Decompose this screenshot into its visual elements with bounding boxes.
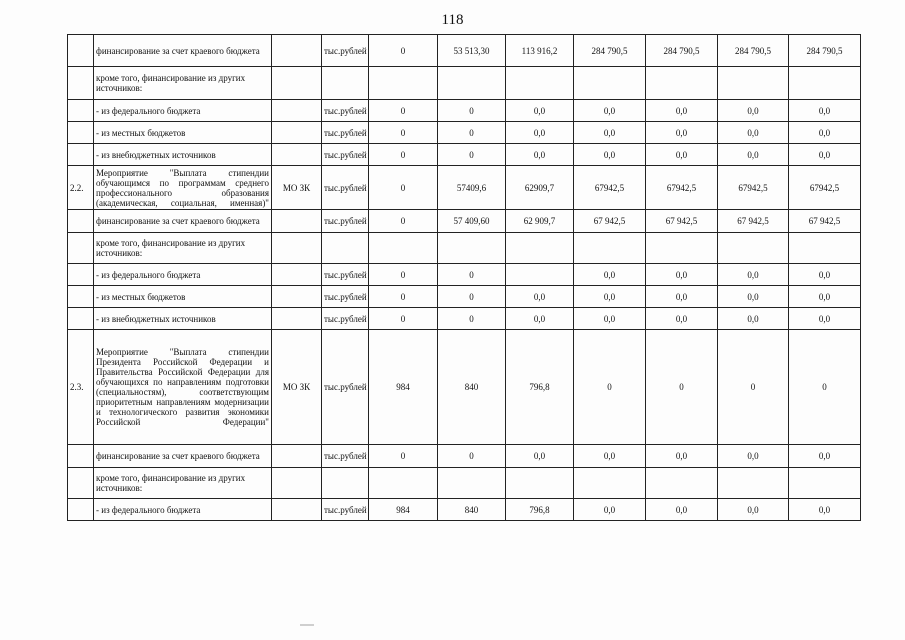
value-cell: 67 942,5 — [574, 210, 646, 233]
organization-cell — [272, 445, 322, 468]
value-cell: 0,0 — [574, 144, 646, 166]
table-row — [68, 233, 861, 264]
value-cell: 0 — [438, 264, 506, 286]
scan-mark — [300, 624, 314, 626]
unit-cell: тыс.рублей — [322, 210, 369, 233]
organization-cell — [272, 468, 322, 499]
value-cell: 984 — [369, 499, 438, 521]
value-cell: 796,8 — [506, 499, 574, 521]
value-cell: 0 — [369, 144, 438, 166]
unit-cell: тыс.рублей — [322, 308, 369, 330]
value-cell — [506, 468, 574, 499]
row-label-cell: - из федерального бюджета — [94, 499, 272, 521]
table-row — [68, 122, 861, 144]
row-number-cell — [68, 100, 94, 122]
value-cell: 0,0 — [789, 308, 861, 330]
value-cell — [369, 468, 438, 499]
value-cell: 0,0 — [789, 499, 861, 521]
row-label-cell: кроме того, финансирование из других источников: — [94, 468, 272, 499]
value-cell: 0,0 — [789, 144, 861, 166]
value-cell: 57409,6 — [438, 166, 506, 210]
table-row — [68, 144, 861, 166]
value-cell: 0,0 — [574, 264, 646, 286]
table-row — [68, 67, 861, 100]
value-cell: 0,0 — [506, 308, 574, 330]
row-label-cell: Мероприятие "Выплата стипендии Президента Российской Федерации и Правительства Российской Федерации для обучающихся по направлениям подготовки (специальностям), соответствующим приоритетным направлениям модернизации и технологического развития экономики Российской Федерации" — [94, 330, 272, 445]
value-cell — [718, 67, 789, 100]
value-cell: 0,0 — [646, 286, 718, 308]
value-cell: 0,0 — [718, 100, 789, 122]
organization-cell — [272, 499, 322, 521]
value-cell: 67 942,5 — [789, 210, 861, 233]
organization-cell — [272, 264, 322, 286]
row-number-cell: 2.2. — [68, 166, 94, 210]
value-cell: 0,0 — [718, 445, 789, 468]
table-row — [68, 445, 861, 468]
value-cell — [369, 233, 438, 264]
value-cell: 0,0 — [574, 122, 646, 144]
organization-cell: МО ЗК — [272, 166, 322, 210]
value-cell — [438, 468, 506, 499]
table-row — [68, 264, 861, 286]
unit-cell — [322, 233, 369, 264]
unit-cell: тыс.рублей — [322, 286, 369, 308]
organization-cell — [272, 144, 322, 166]
page-number: 118 — [441, 12, 464, 28]
table-row — [68, 286, 861, 308]
organization-cell — [272, 286, 322, 308]
value-cell: 0 — [438, 308, 506, 330]
organization-cell — [272, 233, 322, 264]
row-number-cell — [68, 286, 94, 308]
row-number-cell — [68, 210, 94, 233]
value-cell — [574, 468, 646, 499]
value-cell — [506, 67, 574, 100]
value-cell: 0 — [369, 210, 438, 233]
value-cell — [646, 67, 718, 100]
row-label-cell: - из внебюджетных источников — [94, 308, 272, 330]
value-cell: 67 942,5 — [718, 210, 789, 233]
value-cell: 0,0 — [506, 100, 574, 122]
value-cell: 53 513,30 — [438, 35, 506, 67]
row-label-cell: - из федерального бюджета — [94, 264, 272, 286]
value-cell: 62 909,7 — [506, 210, 574, 233]
value-cell: 0 — [438, 286, 506, 308]
value-cell — [646, 233, 718, 264]
row-number-cell — [68, 122, 94, 144]
value-cell: 0,0 — [506, 445, 574, 468]
value-cell: 57 409,60 — [438, 210, 506, 233]
value-cell — [574, 233, 646, 264]
value-cell — [438, 233, 506, 264]
value-cell: 0,0 — [506, 286, 574, 308]
value-cell — [718, 468, 789, 499]
value-cell: 0,0 — [646, 308, 718, 330]
value-cell — [506, 233, 574, 264]
unit-cell: тыс.рублей — [322, 330, 369, 445]
table-row — [68, 100, 861, 122]
table-row — [68, 210, 861, 233]
value-cell — [718, 233, 789, 264]
value-cell: 0 — [369, 35, 438, 67]
row-number-cell: 2.3. — [68, 330, 94, 445]
unit-cell: тыс.рублей — [322, 499, 369, 521]
value-cell: 0 — [718, 330, 789, 445]
value-cell: 113 916,2 — [506, 35, 574, 67]
row-number-cell — [68, 264, 94, 286]
value-cell: 0,0 — [646, 445, 718, 468]
row-label-cell: кроме того, финансирование из других источников: — [94, 233, 272, 264]
unit-cell: тыс.рублей — [322, 100, 369, 122]
row-number-cell — [68, 144, 94, 166]
value-cell: 0,0 — [646, 122, 718, 144]
unit-cell: тыс.рублей — [322, 122, 369, 144]
value-cell: 796,8 — [506, 330, 574, 445]
row-label-cell: Мероприятие "Выплата стипендии обучающимся по программам среднего профессионального образования (академическая, социальная, именная)" — [94, 166, 272, 210]
table-row — [68, 330, 861, 445]
row-label-cell: кроме того, финансирование из других источников: — [94, 67, 272, 100]
table-row — [68, 166, 861, 210]
row-label-cell: - из местных бюджетов — [94, 122, 272, 144]
value-cell: 0 — [646, 330, 718, 445]
value-cell: 0,0 — [718, 122, 789, 144]
unit-cell: тыс.рублей — [322, 144, 369, 166]
table-row — [68, 499, 861, 521]
row-label-cell: финансирование за счет краевого бюджета — [94, 210, 272, 233]
row-number-cell — [68, 67, 94, 100]
unit-cell — [322, 468, 369, 499]
value-cell — [574, 67, 646, 100]
value-cell: 0 — [574, 330, 646, 445]
value-cell: 0,0 — [574, 499, 646, 521]
value-cell: 0,0 — [789, 122, 861, 144]
value-cell: 0,0 — [718, 308, 789, 330]
value-cell: 0 — [369, 100, 438, 122]
funding-table — [67, 34, 861, 521]
value-cell: 0,0 — [789, 445, 861, 468]
value-cell: 0 — [438, 122, 506, 144]
organization-cell — [272, 122, 322, 144]
organization-cell — [272, 210, 322, 233]
value-cell: 62909,7 — [506, 166, 574, 210]
value-cell: 0 — [369, 286, 438, 308]
value-cell: 0,0 — [646, 499, 718, 521]
value-cell: 67942,5 — [646, 166, 718, 210]
row-label-cell: - из федерального бюджета — [94, 100, 272, 122]
organization-cell — [272, 67, 322, 100]
organization-cell — [272, 308, 322, 330]
value-cell: 67 942,5 — [646, 210, 718, 233]
value-cell: 0,0 — [574, 100, 646, 122]
value-cell: 0 — [369, 308, 438, 330]
row-label-cell: - из местных бюджетов — [94, 286, 272, 308]
row-label-cell: - из внебюджетных источников — [94, 144, 272, 166]
row-number-cell — [68, 468, 94, 499]
value-cell: 0,0 — [718, 286, 789, 308]
value-cell: 284 790,5 — [646, 35, 718, 67]
value-cell: 0,0 — [789, 264, 861, 286]
organization-cell: МО ЗК — [272, 330, 322, 445]
value-cell: 0 — [438, 144, 506, 166]
value-cell: 0,0 — [646, 100, 718, 122]
value-cell: 0 — [789, 330, 861, 445]
table-row — [68, 35, 861, 67]
row-number-cell — [68, 35, 94, 67]
row-number-cell — [68, 233, 94, 264]
value-cell — [789, 233, 861, 264]
value-cell: 0,0 — [789, 100, 861, 122]
row-number-cell — [68, 308, 94, 330]
value-cell: 840 — [438, 499, 506, 521]
value-cell: 67942,5 — [789, 166, 861, 210]
value-cell: 0 — [369, 264, 438, 286]
value-cell — [438, 67, 506, 100]
value-cell: 0 — [369, 445, 438, 468]
value-cell — [369, 67, 438, 100]
value-cell: 0,0 — [574, 286, 646, 308]
value-cell: 0,0 — [789, 286, 861, 308]
row-label-cell: финансирование за счет краевого бюджета — [94, 35, 272, 67]
value-cell: 0,0 — [646, 264, 718, 286]
unit-cell: тыс.рублей — [322, 166, 369, 210]
value-cell: 0,0 — [506, 122, 574, 144]
value-cell: 284 790,5 — [718, 35, 789, 67]
value-cell: 0 — [369, 122, 438, 144]
organization-cell — [272, 100, 322, 122]
row-number-cell — [68, 499, 94, 521]
unit-cell — [322, 67, 369, 100]
organization-cell — [272, 35, 322, 67]
value-cell: 0,0 — [506, 144, 574, 166]
value-cell: 0 — [369, 166, 438, 210]
value-cell: 984 — [369, 330, 438, 445]
value-cell: 284 790,5 — [574, 35, 646, 67]
value-cell: 67942,5 — [574, 166, 646, 210]
value-cell: 284 790,5 — [789, 35, 861, 67]
row-label-cell: финансирование за счет краевого бюджета — [94, 445, 272, 468]
unit-cell: тыс.рублей — [322, 264, 369, 286]
unit-cell: тыс.рублей — [322, 35, 369, 67]
table-row — [68, 308, 861, 330]
value-cell: 840 — [438, 330, 506, 445]
value-cell: 0,0 — [718, 499, 789, 521]
value-cell: 0,0 — [574, 445, 646, 468]
value-cell: 0,0 — [574, 308, 646, 330]
value-cell — [646, 468, 718, 499]
table-row — [68, 468, 861, 499]
value-cell: 0,0 — [646, 144, 718, 166]
value-cell: 0 — [438, 100, 506, 122]
value-cell — [789, 67, 861, 100]
value-cell: 67942,5 — [718, 166, 789, 210]
row-number-cell — [68, 445, 94, 468]
value-cell: 0,0 — [718, 264, 789, 286]
value-cell — [506, 264, 574, 286]
value-cell: 0,0 — [718, 144, 789, 166]
value-cell — [789, 468, 861, 499]
value-cell: 0 — [438, 445, 506, 468]
unit-cell: тыс.рублей — [322, 445, 369, 468]
